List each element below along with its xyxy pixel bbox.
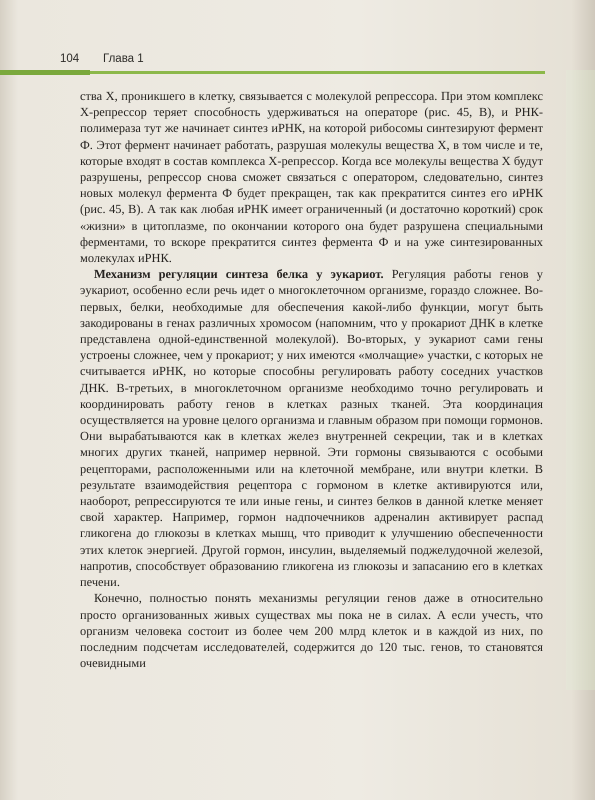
section-heading: Механизм регуляции синтеза белка у эукариот.: [94, 267, 384, 282]
paragraph-3-text: Конечно, полностью понять механизмы регуляции генов даже в относительно просто организованных живых существах мы пока не в силах. А если учесть, что организм человека состоит из более чем 200 млрд клеток и в каждой из них, по последним подсчетам исследователей, содержится до 120 тыс. генов, то становятся очевидными: [80, 591, 543, 671]
paragraph-1-text: ства Х, проникшего в клетку, связывается с молекулой репрессора. При этом комплекс Х-репрессор теряет способность удерживаться на операторе (рис. 45, В), и РНК-полимераза тут же начинает синтез иРНК, на которой рибосомы синтезируют фермент Ф. Этот фермент начинает работать, разрушая молекулы вещества Х, в том числе и те, которые входят в состав комплекса Х-репрессор. Когда все молекулы вещества Х будут разрушены, репрессор снова сможет связаться с оператором, следовательно, синтез новых молекул фермента Ф будет прекращен, так как прекратится синтез его иРНК (рис. 45, В). А так как любая иРНК имеет ограниченный (и достаточно короткий) срок «жизни» в цитоплазме, по окончании которого она будет разрушена специальными ферментами, то вскоре прекратится синтез фермента Ф и на уже синтезированных молекулах иРНК.: [80, 89, 543, 266]
chapter-title: Глава 1: [103, 53, 144, 65]
paragraph-1: [80, 88, 543, 266]
page-number: 104: [60, 53, 80, 65]
page-margin-shade: [566, 70, 595, 690]
body-text: [80, 88, 543, 671]
running-header: [0, 50, 595, 72]
paragraph-3: [80, 590, 543, 671]
paragraph-2-text: Регуляция работы генов у эукариот, особенно если речь идет о многоклеточном организме, гораздо сложнее. Во-первых, белки, необходимые для обеспечения какой-либо функции, могут быть закодированы в генах различных хромосом (напомним, что у прокариот ДНК в клетке представлена одной-единственной молекулой). Во-вторых, у эукариот сами гены устроены сложнее, чем у прокариот; у них имеются «молчащие» участки, с которых не считывается иРНК, но которые способны регулировать работу соседних участков ДНК. В-третьих, в многоклеточном организме необходимо точно регулировать и координировать работу генов в клетках разных тканей. Эта координация осуществляется на уровне целого организма и главным образом при помощи гормонов. Они вырабатываются как в клетках желез внутренней секреции, так и в клетках многих других тканей, например нервной. Эти гормоны связываются с особыми рецепторами, расположенными или на клеточной мембране, или внутри клетки. В результате взаимодействия рецептора с гормоном в клетке активируются или, наоборот, репрессируются те или иные гены, и синтез белков в данной клетке меняет свой характер. Например, гормон надпочечников адреналин активирует распад гликогена до глюкозы в клетках мышц, что приводит к улучшению обеспеченности этих клеток энергией. Другой гормон, инсулин, выделяемый поджелудочной железой, напротив, способствует образованию гликогена из глюкозы и запасанию его в клетках печени.: [80, 267, 543, 590]
header-rule-accent: [0, 70, 90, 75]
paragraph-2: [80, 266, 543, 590]
